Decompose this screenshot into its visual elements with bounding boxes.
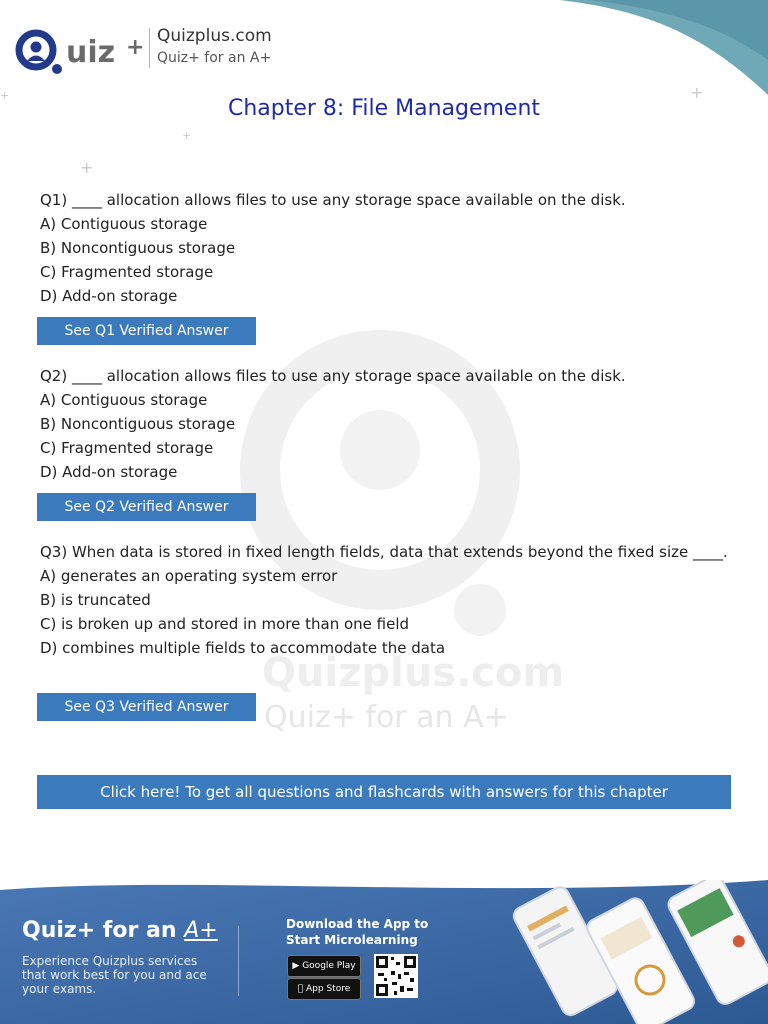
answer-option: A) Contiguous storage: [40, 215, 208, 233]
see-answer-button[interactable]: See Q2 Verified Answer: [37, 493, 256, 521]
answer-option: C) is broken up and stored in more than one field: [40, 615, 410, 633]
see-answer-button[interactable]: See Q1 Verified Answer: [37, 317, 256, 345]
answer-option: A) Contiguous storage: [40, 391, 208, 409]
footer-tagline-aplus: A+: [184, 918, 218, 943]
google-play-label: Google Play: [302, 961, 356, 971]
app-store-button[interactable]: [287, 978, 361, 1000]
see-answer-button[interactable]: See Q3 Verified Answer: [37, 693, 256, 721]
answer-option: B) Noncontiguous storage: [40, 415, 236, 433]
answer-option: B) Noncontiguous storage: [40, 239, 236, 257]
plus-decoration: +: [0, 89, 10, 102]
answer-option: D) Add-on storage: [40, 287, 178, 305]
qr-code-icon[interactable]: [374, 954, 418, 998]
google-play-icon: ▶: [292, 961, 303, 971]
get-all-questions-button[interactable]: Click here! To get all questions and flashcards with answers for this chapter: [37, 775, 731, 809]
watermark-tagline: Quiz+ for an A+: [264, 700, 509, 735]
answer-option: A) generates an operating system error: [40, 567, 338, 585]
question-block: [40, 188, 728, 308]
question-block: [40, 540, 728, 660]
app-phones-image: [500, 880, 768, 1024]
footer-tagline-prefix: Quiz+ for an: [22, 918, 177, 943]
svg-text:uiz: uiz: [66, 35, 116, 70]
brand-divider: [149, 28, 150, 68]
svg-text:+: +: [126, 35, 145, 60]
watermark-site: Quizplus.com: [262, 650, 565, 696]
brand-tagline: Quiz+ for an A+: [157, 50, 272, 66]
footer-tagline: [22, 918, 218, 943]
footer-divider: [238, 926, 239, 996]
answer-option: D) combines multiple fields to accommodate the data: [40, 639, 446, 657]
footer-description: Experience Quizplus services that work best for you and ace your exams.: [22, 954, 207, 996]
question-block: [40, 364, 728, 484]
answer-option: C) Fragmented storage: [40, 263, 214, 281]
plus-decoration: +: [182, 129, 192, 142]
question-text: Q1) ____ allocation allows files to use any storage space available on the disk.: [40, 191, 626, 209]
answer-option: C) Fragmented storage: [40, 439, 214, 457]
plus-decoration: +: [80, 158, 94, 177]
quizplus-logo[interactable]: [14, 24, 150, 78]
answer-option: D) Add-on storage: [40, 463, 178, 481]
app-store-label: App Store: [301, 984, 347, 994]
apple-icon: [298, 984, 306, 994]
question-text: Q3) When data is stored in fixed length fields, data that extends beyond the fixed size ____.: [40, 543, 728, 561]
google-play-button[interactable]: [287, 955, 361, 977]
download-app-text: Download the App to Start Microlearning: [286, 917, 429, 947]
brand-site[interactable]: Quizplus.com: [157, 26, 272, 46]
plus-decoration: +: [690, 83, 704, 102]
page-title: Chapter 8: File Management: [227, 96, 541, 121]
question-text: Q2) ____ allocation allows files to use any storage space available on the disk.: [40, 367, 626, 385]
answer-option: B) is truncated: [40, 591, 151, 609]
